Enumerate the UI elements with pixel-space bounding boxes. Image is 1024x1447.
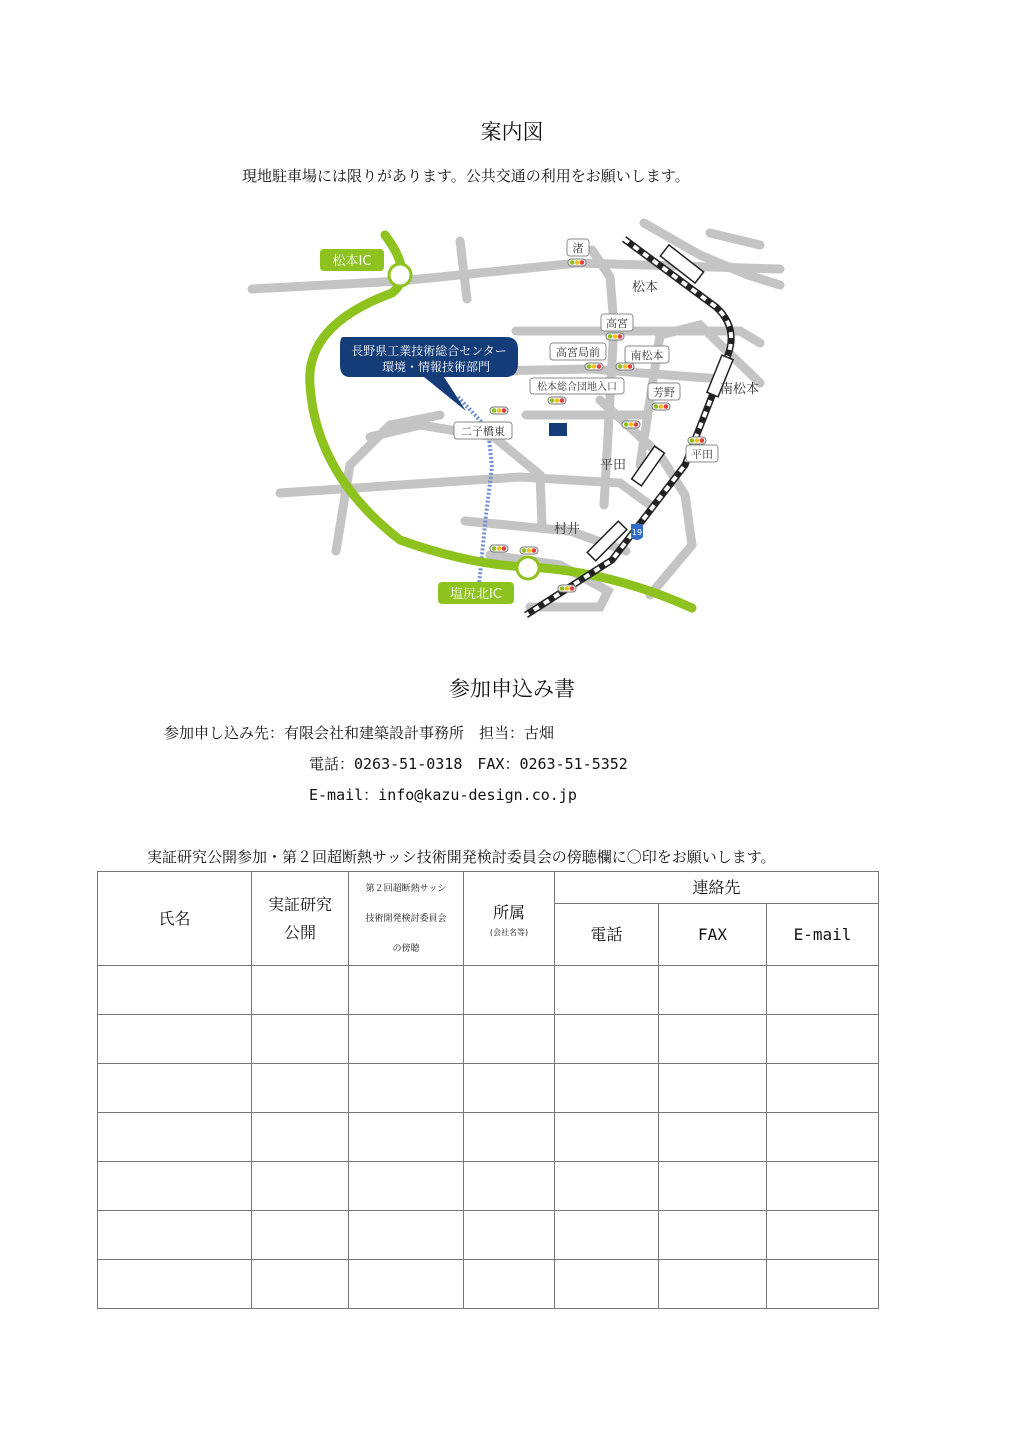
cell-affiliation[interactable]: [464, 1162, 555, 1211]
cell-email[interactable]: [767, 1162, 879, 1211]
cell-demo[interactable]: [252, 1015, 349, 1064]
cell-demo[interactable]: [252, 966, 349, 1015]
cell-name[interactable]: [98, 1211, 252, 1260]
header-phone: 電話: [555, 904, 659, 966]
cell-committee[interactable]: [349, 1015, 464, 1064]
table-row: [98, 966, 879, 1015]
cell-fax[interactable]: [659, 966, 767, 1015]
ic-south-marker: [517, 557, 539, 579]
callout-line-1: 長野県工業技術総合センター: [351, 344, 507, 358]
cell-phone[interactable]: [555, 1211, 659, 1260]
cell-phone[interactable]: [555, 1260, 659, 1309]
cell-demo[interactable]: [252, 1211, 349, 1260]
cell-demo[interactable]: [252, 1162, 349, 1211]
map-section-title: 案内図: [480, 120, 544, 144]
header-email: E-mail: [767, 904, 879, 966]
table-row: [98, 1064, 879, 1113]
table-row: [98, 1015, 879, 1064]
table-row: [98, 1113, 879, 1162]
station-label-minami-matsumoto: 南松本: [720, 382, 760, 397]
cell-email[interactable]: [767, 1113, 879, 1162]
cell-email[interactable]: [767, 1064, 879, 1113]
cell-name[interactable]: [98, 966, 252, 1015]
cell-committee[interactable]: [349, 966, 464, 1015]
route-number: 19: [631, 528, 643, 537]
callout-line-2: 環境・情報技術部門: [381, 360, 491, 374]
header-contact: 連絡先: [555, 872, 879, 904]
cell-affiliation[interactable]: [464, 1015, 555, 1064]
cell-email[interactable]: [767, 966, 879, 1015]
ic-north-label: 松本IC: [332, 254, 372, 269]
cell-name[interactable]: [98, 1113, 252, 1162]
header-committee-line-3: の傍聴: [392, 943, 420, 954]
header-name: 氏名: [98, 872, 252, 966]
cell-name[interactable]: [98, 1260, 252, 1309]
signal-label-nagisa: 渚: [572, 242, 584, 255]
cell-fax[interactable]: [659, 1211, 767, 1260]
access-map: [240, 215, 800, 625]
header-affiliation-label: 所属: [492, 903, 525, 922]
cell-demo[interactable]: [252, 1064, 349, 1113]
cell-committee[interactable]: [349, 1162, 464, 1211]
cell-name[interactable]: [98, 1162, 252, 1211]
cell-affiliation[interactable]: [464, 1113, 555, 1162]
cell-committee[interactable]: [349, 1064, 464, 1113]
cell-name[interactable]: [98, 1064, 252, 1113]
cell-demo[interactable]: [252, 1113, 349, 1162]
header-fax: FAX: [659, 904, 767, 966]
cell-fax[interactable]: [659, 1015, 767, 1064]
station-label-murai: 村井: [554, 522, 581, 537]
parking-note: 現地駐車場には限りがあります。公共交通の利用をお願いします。: [242, 167, 690, 185]
table-row: [98, 1260, 879, 1309]
cell-affiliation[interactable]: [464, 1260, 555, 1309]
signal-label-yoshino: 芳野: [653, 386, 675, 399]
header-demo-line-1: 実証研究: [267, 894, 332, 914]
cell-fax[interactable]: [659, 1113, 767, 1162]
cell-phone[interactable]: [555, 1162, 659, 1211]
header-affiliation-sub: (会社名等): [489, 928, 529, 937]
signal-label-takamiya-kyokumae: 高宮局前: [556, 346, 600, 359]
destination-value: 有限会社和建築設計事務所 担当：古畑: [284, 724, 555, 742]
cell-affiliation[interactable]: [464, 966, 555, 1015]
cell-fax[interactable]: [659, 1162, 767, 1211]
cell-phone[interactable]: [555, 966, 659, 1015]
signal-label-sogo-danchi: 松本総合団地入口: [537, 382, 617, 393]
cell-committee[interactable]: [349, 1260, 464, 1309]
header-demo: [252, 872, 349, 966]
cell-committee[interactable]: [349, 1113, 464, 1162]
center-location-marker: [549, 423, 567, 436]
station-label-matsumoto: 松本: [632, 280, 659, 295]
header-committee-line-2: 技術開発検討委員会: [365, 913, 447, 924]
cell-affiliation[interactable]: [464, 1211, 555, 1260]
cell-email[interactable]: [767, 1260, 879, 1309]
cell-email[interactable]: [767, 1211, 879, 1260]
station-label-hirata: 平田: [600, 458, 627, 473]
header-affiliation: [464, 872, 555, 966]
registration-table: [97, 871, 879, 1309]
cell-phone[interactable]: [555, 1113, 659, 1162]
header-demo-line-2: 公開: [283, 922, 316, 942]
table-row: [98, 1211, 879, 1260]
cell-fax[interactable]: [659, 1260, 767, 1309]
email-line: E-mail：info@kazu-design.co.jp: [309, 786, 577, 804]
signal-label-hirata: 平田: [691, 448, 713, 461]
ic-north-marker: [389, 264, 411, 286]
cell-affiliation[interactable]: [464, 1064, 555, 1113]
cell-name[interactable]: [98, 1015, 252, 1064]
signal-label-minami-matsumoto: 南松本: [630, 349, 664, 362]
signal-label-futago-bashi-higashi: 二子橋東: [461, 425, 505, 438]
cell-fax[interactable]: [659, 1064, 767, 1113]
table-instruction: 実証研究公開参加・第２回超断熱サッシ技術開発検討委員会の傍聴欄に〇印をお願いします。: [147, 848, 776, 866]
signal-label-takamiya: 高宮: [606, 317, 628, 330]
cell-phone[interactable]: [555, 1064, 659, 1113]
application-title: 参加申込み書: [449, 677, 575, 701]
ic-south-label: 塩尻北IC: [450, 587, 502, 602]
destination-label: 参加申し込み先：: [164, 724, 285, 742]
destination-row: [164, 722, 554, 743]
table-row: [98, 1162, 879, 1211]
cell-email[interactable]: [767, 1015, 879, 1064]
phone-fax-line: 電話：0263-51-0318 FAX：0263-51-5352: [309, 755, 628, 773]
cell-demo[interactable]: [252, 1260, 349, 1309]
header-committee-line-1: 第２回超断熱サッシ: [365, 883, 447, 894]
header-committee: [349, 872, 464, 966]
cell-phone[interactable]: [555, 1015, 659, 1064]
cell-committee[interactable]: [349, 1211, 464, 1260]
